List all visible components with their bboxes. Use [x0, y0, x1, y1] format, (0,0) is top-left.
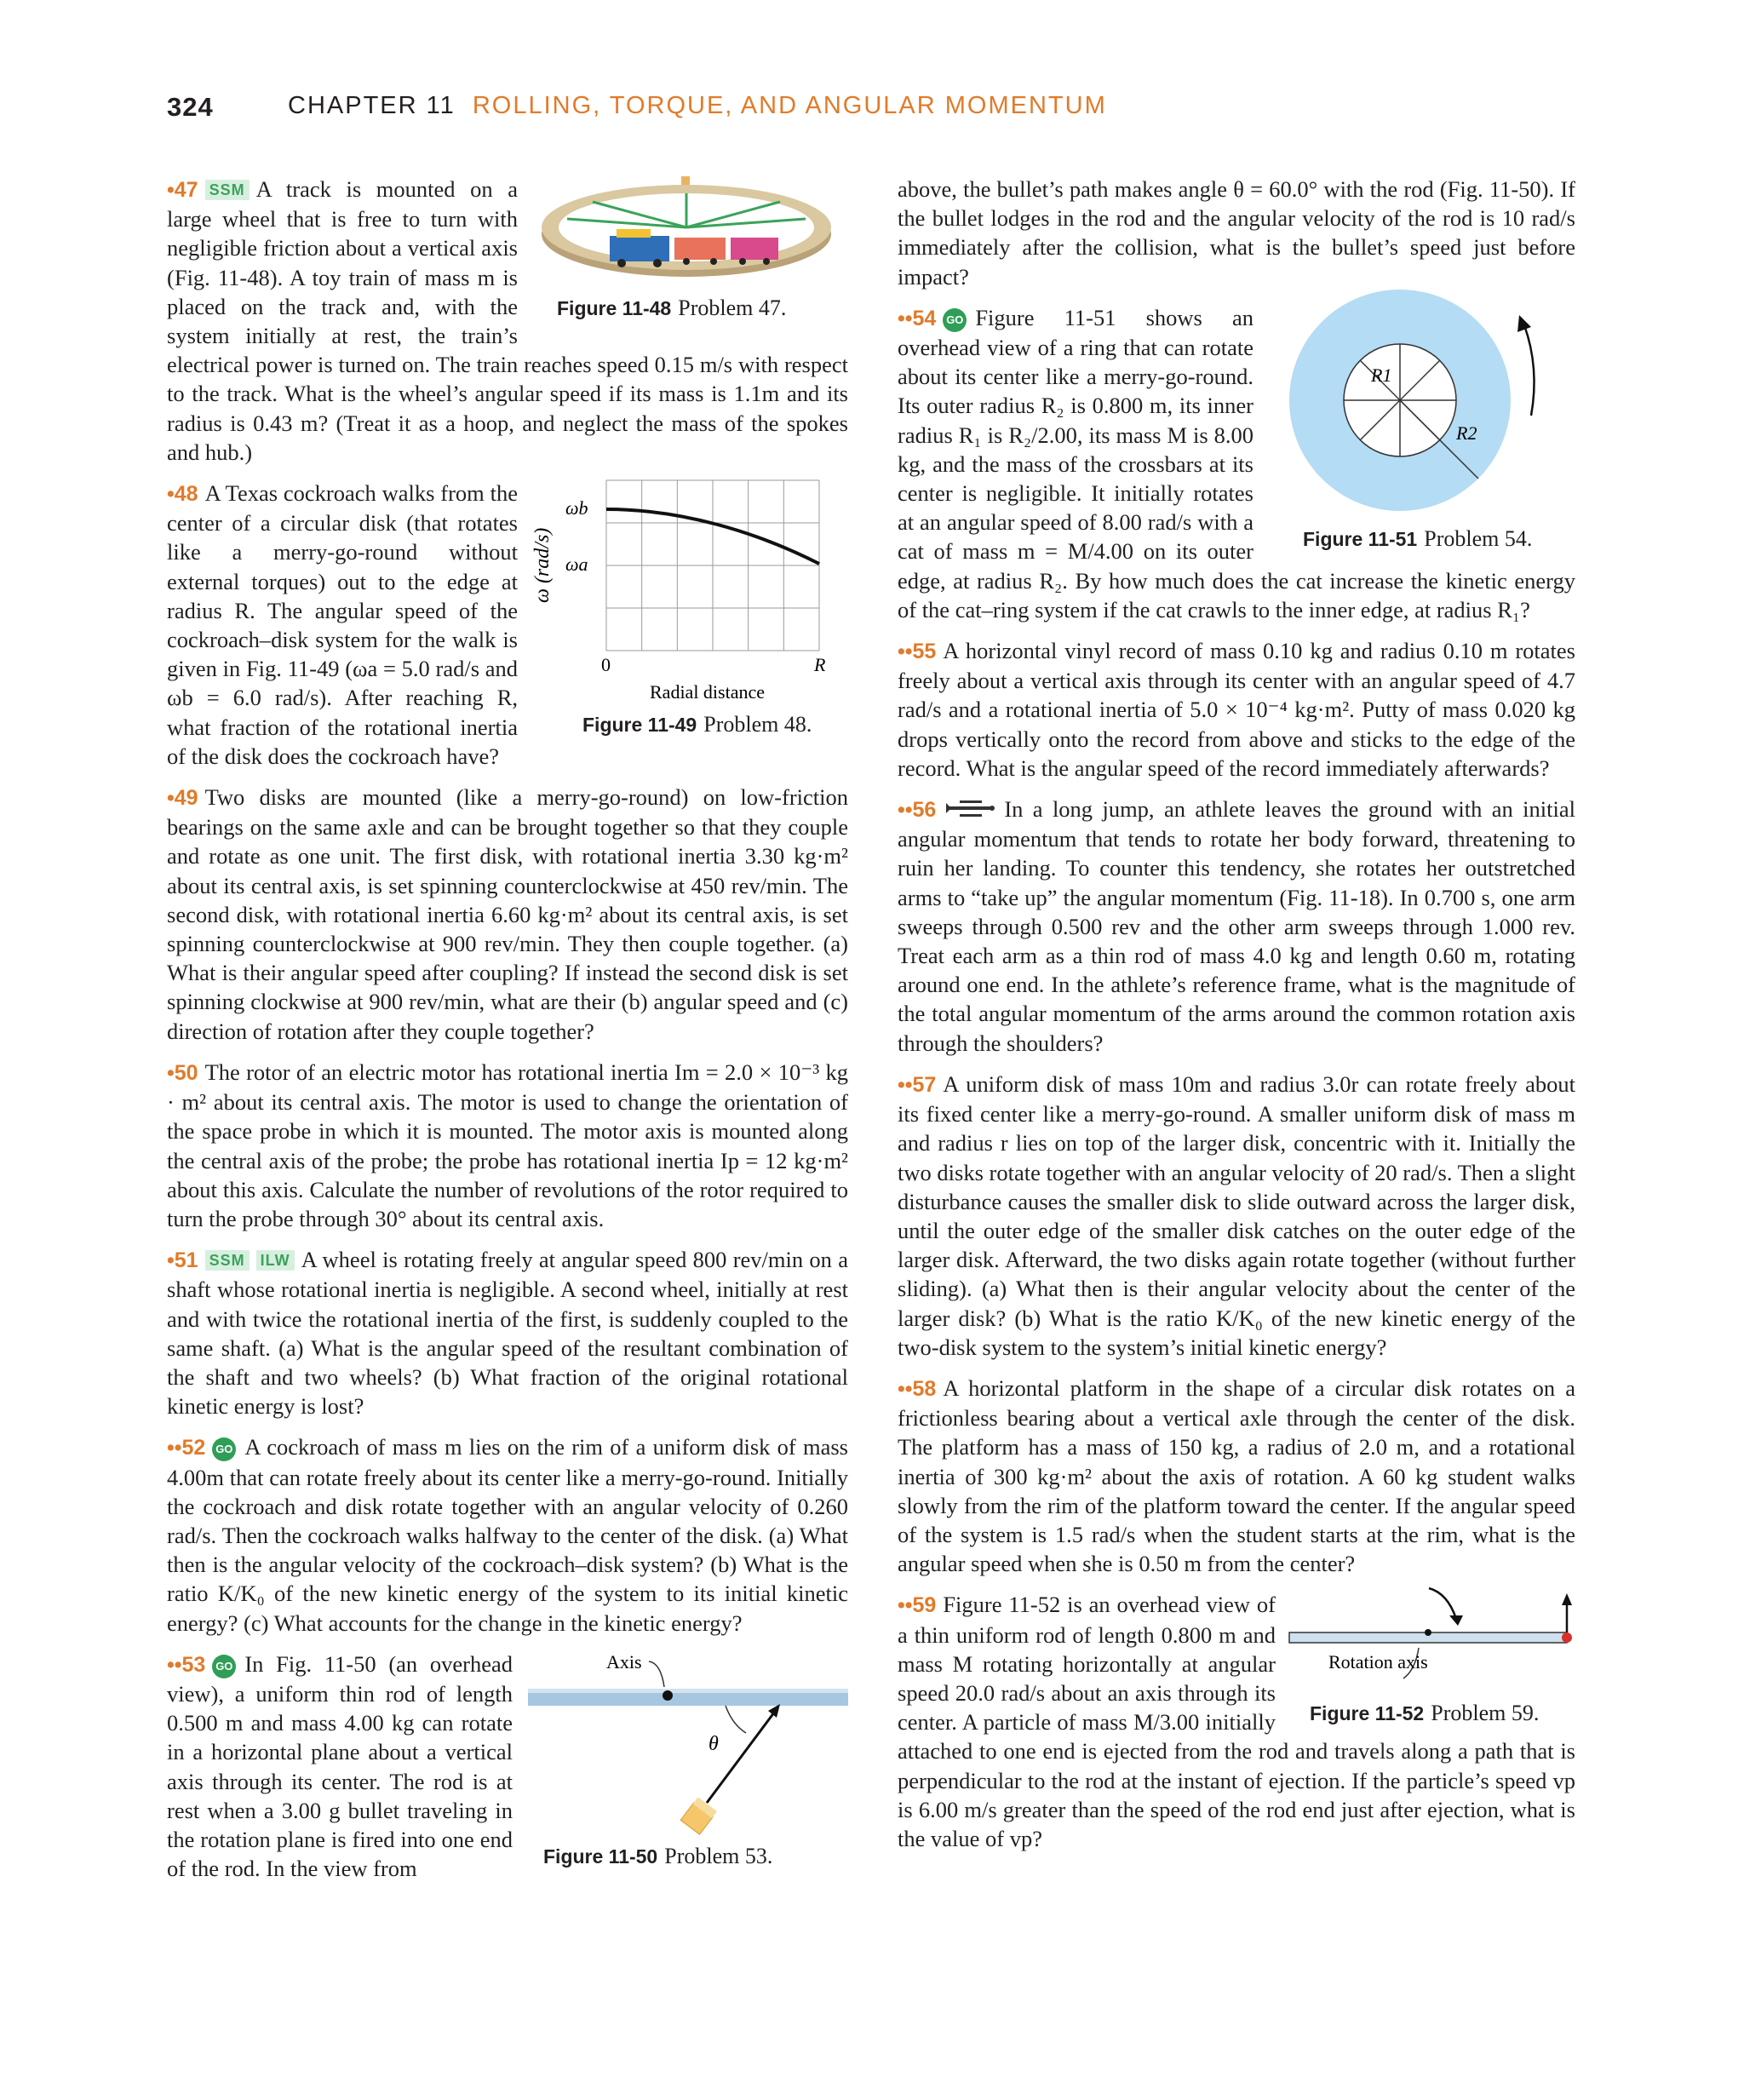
go-badge-icon: GO — [212, 1655, 236, 1678]
figure-11-50 — [528, 1650, 848, 1871]
inner-radius-label: R1 — [1371, 364, 1392, 386]
problem-text: A Texas cockroach walks from the center of a circular disk (that rotates like a merry-go-round without external torques) out to the edge at radius R. The angular speed of the cockroach–disk system for the walk is given in Fig. 11-49 (ωa = 5.0 rad/s and ωb = 6.0 rad/s). After reaching R, what fraction of the rotational inertia of the disk does the cockroach have? — [167, 480, 518, 769]
angular-speed-chart — [533, 473, 848, 703]
right-column — [898, 175, 1575, 1865]
problem-text: A cockroach of mass m lies on the rim of a uniform disk of mass 4.00m that can rotate freely about its center like a merry-go-round. Initially the cockroach and disk rotate together with an angular velocity of 0.260 rad/s. Then the cockroach walks halfway to the center of the disk. (a) What then is the angular velocity of the cockroach–disk system? (b) What is the ratio K/K₀ of the new kinetic energy of the system to its initial kinetic energy? (c) What accounts for the change in the kinetic energy? — [167, 1434, 848, 1636]
problem-55 — [898, 636, 1575, 783]
figure-11-50-caption: Figure 11-50 Problem 53. — [543, 1843, 773, 1868]
bullet-icon — [680, 1797, 717, 1834]
problem-number: ••57 — [898, 1072, 937, 1097]
biplane-icon — [943, 796, 997, 820]
problem-text: In a long jump, an athlete leaves the ground with an initial angular momentum that tends to rotate her body forward, threatening to ruin her landing. To counter this tendency, she rotates her outstretched arms to “take up” the angular momentum (Fig. 11-18). In 0.700 s, one arm sweeps through 0.500 rev and the other arm sweeps through 1.000 rev. Treat each arm as a thin rod of mass 4.0 kg and length 0.60 m, rotating around one end. In the athlete’s reference frame, what is the magnitude of the total angular momentum of the arms around the common rotation axis through the shoulders? — [898, 796, 1575, 1056]
problem-text: Figure 11-52 is an overhead view of a thin uniform rod of length 0.800 m and mass M rotating horizontally at angular speed 20.0 rad/s about an axis through its center. A particle of mass M/3.00 initially attached to one end is ejected from the rod and travels along a path that is perpendicular to the rod at the instant of ejection. If the particle’s speed vp is 6.00 m/s greater than the speed of the rod end just after ejection, what is the value of vp? — [898, 1592, 1575, 1851]
problem-number: ••59 — [898, 1593, 937, 1618]
problem-text: A uniform disk of mass 10m and radius 3.0r can rotate freely about its fixed center like a merry-go-round. A smaller uniform disk of mass m and radius r lies on top of the larger disk, concentric with it. Initially the two disks rotate together with an angular velocity of 20 rad/s. Then a slight disturbance causes the smaller disk to slide outward across the larger disk, until the outer edge of the smaller disk catches on the outer edge of the larger disk. Afterward, the two disks again rotate together (without further sliding). (a) What then is their angular velocity about the center of the larger disk? (b) What is the ratio K/K₀ of the new kinetic energy of the two-disk system to the system’s initial kinetic energy? — [898, 1070, 1575, 1360]
ring-drawing — [1264, 286, 1575, 516]
x-tick-label: R — [814, 654, 826, 676]
problem-number: ••56 — [898, 798, 937, 823]
problem-text: A horizontal platform in the shape of a circular disk rotates on a frictionless bearing about a vertical axle through the center of the disk. The platform has a mass of 150 kg, a radius of 2.0 m, and a rotational inertia of 300 kg·m² about the axis of rotation. A 60 kg student walks slowly from the rim of the platform toward the center. If the angular speed of the system is 1.5 rad/s when the student starts at the rim, what is the angular speed when she is 0.50 m from the center? — [898, 1374, 1575, 1577]
figure-11-48 — [533, 175, 848, 319]
page-number: 324 — [167, 92, 214, 122]
rotation-axis-dot — [663, 1690, 673, 1701]
problem-number: •51 — [167, 1248, 198, 1273]
problem-number: ••53 — [167, 1652, 206, 1677]
problem-text: above, the bullet’s path makes angle θ = 60.0° with the rod (Fig. 11-50). If the bullet lodges in the rod and the angular velocity of the rod is 10 rad/s immediately after the collision, what is the bullet’s speed just before impact? — [898, 176, 1575, 290]
y-tick-label: ωa — [565, 554, 588, 576]
rotation-arrow — [1429, 1588, 1456, 1619]
rotation-axis-dot — [1425, 1629, 1431, 1636]
x-tick-label: 0 — [601, 654, 611, 676]
problem-text: A track is mounted on a large wheel that is free to turn with negligible friction about a vertical axis (Fig. 11-48). A toy train of mass m is placed on the track and, with the system initially at rest, the train’s electrical power is turned on. The train reaches speed 0.15 m/s with respect to the track. What is the wheel’s angular speed if its mass is 1.1m and its radius is 0.43 m? (Treat it as a hoop, and neglect the mass of the spokes and hub.) — [167, 176, 848, 465]
problem-59 — [898, 1590, 1575, 1853]
go-badge-icon: GO — [943, 308, 967, 332]
figure-11-49-caption: Figure 11-49 Problem 48. — [582, 712, 812, 737]
ssm-tag: SSM — [205, 180, 250, 200]
problem-48 — [167, 479, 848, 771]
problem-text: In Fig. 11-50 (an overhead view), a uniform thin rod of length 0.500 m and mass 4.00 kg can rotate in a horizontal plane about a vertical axis through its center. The rod is at rest when a 3.00 g bullet traveling in the rotation plane is fired into one end of the rod. In the view from — [167, 1650, 513, 1882]
ilw-tag: ILW — [256, 1250, 295, 1271]
problem-52 — [167, 1432, 848, 1637]
problem-number: ••58 — [898, 1376, 937, 1401]
problem-number: •48 — [167, 482, 198, 507]
problem-number: ••54 — [898, 306, 937, 330]
problem-number: •49 — [167, 786, 198, 811]
go-badge-icon: GO — [212, 1437, 236, 1461]
page-header — [167, 92, 1580, 129]
problem-49 — [167, 783, 848, 1046]
problem-57 — [898, 1070, 1575, 1362]
wheel-track-drawing — [533, 175, 848, 287]
figure-11-49 — [533, 473, 848, 739]
problem-53 — [167, 1650, 848, 1884]
train-car — [674, 238, 726, 260]
bullet-path — [707, 1709, 777, 1803]
problem-51 — [167, 1245, 848, 1420]
rod-particle-drawing — [1286, 1578, 1575, 1694]
problem-text: A horizontal vinyl record of mass 0.10 kg and radius 0.10 m rotates freely about a vertical axis through its center with an angular speed of 4.7 rad/s and a rotational inertia of 5.0 × 10⁻⁴ kg·m². Putty of mass 0.020 kg drops vertically onto the record from above and sticks to the edge of the record. What is the angular speed of the record immediately afterwards? — [898, 638, 1575, 781]
problem-text: Two disks are mounted (like a merry-go-round) on low-friction bearings on the same axle and can be brought together so that they couple and rotate as one unit. The first disk, with rotational inertia 3.30 kg·m² about its central axis, is set spinning counterclockwise at 450 rev/min. The second disk, with rotational inertia 6.60 kg·m² about its central axis, is set spinning counterclockwise at 900 rev/min. They then couple together. (a) What is their angular speed after coupling? If instead the second disk is set spinning clockwise at 900 rev/min, what are their (b) angular speed and (c) direction of rotation after they couple together? — [167, 784, 848, 1044]
chapter-title: ROLLING, TORQUE, AND ANGULAR MOMENTUM — [472, 92, 1107, 119]
figure-11-52-caption: Figure 11-52 Problem 59. — [1310, 1701, 1540, 1726]
x-axis-label: Radial distance — [650, 681, 766, 703]
axis-label: Rotation axis — [1328, 1651, 1428, 1673]
axis-label: Axis — [606, 1650, 642, 1673]
problem-47 — [167, 175, 848, 467]
train-engine — [610, 236, 669, 261]
problem-50 — [167, 1058, 848, 1233]
problem-text: Figure 11-51 shows an overhead view of a ring that can rotate about its center like a merry-go-round. Its outer radius R₂ is 0.800 m, its inner radius R₁ is R₂/2.00, its mass M is 8.00 kg, and the mass of the crossbars at its center is negligible. It initially rotates at an angular speed of 8.00 rad/s with a cat of mass m = M/4.00 on its outer edge, at radius R₂. By how much does the cat increase the kinetic energy of the cat–ring system if the cat crawls to the inner edge, at radius R₁? — [898, 304, 1575, 623]
problem-number: •47 — [167, 178, 198, 202]
y-tick-label: ωb — [565, 497, 588, 519]
chapter-heading — [288, 92, 1107, 120]
problem-text: The rotor of an electric motor has rotational inertia Im = 2.0 × 10⁻³ kg · m² about its central axis. The motor is used to change the orientation of the space probe in which it is mounted. The motor axis is mounted along the central axis of the probe; the probe has rotational inertia Ip = 12 kg·m² about this axis. Calculate the number of revolutions of the rotor required to turn the probe through 30° about its central axis. — [167, 1059, 848, 1231]
problem-54 — [898, 303, 1575, 624]
train-car — [731, 238, 778, 260]
problem-number: ••55 — [898, 640, 937, 664]
outer-radius-label: R2 — [1456, 422, 1477, 444]
left-column — [167, 175, 848, 1895]
figure-11-52 — [1286, 1578, 1575, 1731]
figure-11-48-caption: Figure 11-48 Problem 47. — [557, 295, 787, 320]
problem-number: ••52 — [167, 1436, 206, 1460]
ssm-tag: SSM — [205, 1250, 250, 1271]
problem-number: •50 — [167, 1060, 198, 1085]
particle — [1562, 1632, 1572, 1643]
problem-53-continued — [898, 175, 1575, 291]
chapter-label: CHAPTER 11 — [288, 92, 456, 119]
angle-label: θ — [708, 1732, 719, 1755]
figure-11-51-caption: Figure 11-51 Problem 54. — [1303, 525, 1533, 551]
problem-text: A wheel is rotating freely at angular speed 800 rev/min on a shaft whose rotational inertia is negligible. A second wheel, initially at rest and with twice the rotational inertia of the first, is suddenly coupled to the same shaft. (a) What is the angular speed of the resultant combination of the shaft and two wheels? (b) What fraction of the original rotational kinetic energy is lost? — [167, 1247, 848, 1420]
rotation-arrow — [1524, 325, 1535, 416]
rod-bullet-drawing — [528, 1650, 848, 1845]
figure-11-51 — [1264, 286, 1575, 552]
problem-56 — [898, 795, 1575, 1058]
problem-58 — [898, 1374, 1575, 1578]
y-axis-label: ω (rad/s) — [533, 527, 554, 604]
